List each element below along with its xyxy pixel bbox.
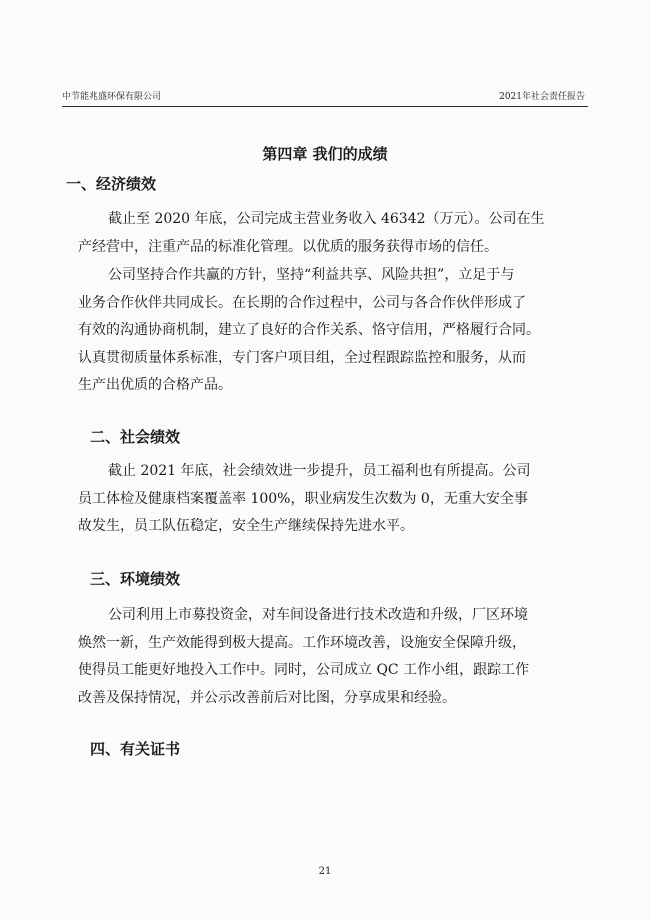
- paragraph-line: 认真贯彻质量体系标准，专门客户项目组，全过程跟踪监控和服务，从而: [78, 349, 526, 366]
- paragraph-line: 有效的沟通协商机制，建立了良好的合作关系、恪守信用，严格履行合同。: [78, 322, 540, 338]
- section-heading-certificates: 四、有关证书: [90, 740, 181, 758]
- paragraph-line: 产经营中，注重产品的标准化管理。以优质的服务获得市场的信任。: [78, 238, 498, 255]
- paragraph-line: 截止至 2020 年底，公司完成主营业务收入 46342（万元）。公司在生: [108, 211, 545, 227]
- paragraph-line: 改善及保持情况，并公示改善前后对比图，分享成果和经验。: [78, 689, 456, 706]
- header-report-title: 2021年社会责任报告: [499, 92, 585, 102]
- header-divider: [62, 106, 588, 107]
- paragraph-line: 业务合作伙伴共同成长。在长期的合作过程中，公司与各合作伙伴形成了: [78, 294, 526, 311]
- paragraph-line: 生产出优质的合格产品。: [78, 377, 232, 393]
- paragraph-line: 公司利用上市募投资金，对车间设备进行技术改造和升级，厂区环境: [108, 607, 528, 623]
- paragraph-line: 焕然一新，生产效能得到极大提高。工作环境改善，设施安全保障升级，: [78, 634, 526, 651]
- header-company-name: 中节能兆盛环保有限公司: [62, 92, 162, 102]
- section-heading-economic: 一、经济绩效: [66, 175, 157, 193]
- paragraph-line: 截止 2021 年底，社会绩效进一步提升，员工福利也有所提高。公司: [108, 463, 531, 479]
- paragraph-line: 故发生，员工队伍稳定，安全生产继续保持先进水平。: [78, 518, 414, 534]
- paragraph-line: 使得员工能更好地投入工作中。同时，公司成立 QC 工作小组，跟踪工作: [78, 662, 530, 678]
- chapter-title: 第四章 我们的成绩: [262, 145, 388, 163]
- paragraph-economic-2: [78, 262, 586, 400]
- page-number: 21: [318, 866, 332, 877]
- section-heading-environmental: 三、环境绩效: [90, 570, 181, 588]
- paragraph-economic-1: [78, 206, 586, 261]
- paragraph-line: 公司坚持合作共赢的方针，坚持“利益共享、风险共担”，立足于与: [108, 267, 515, 283]
- paragraph-line: 员工体检及健康档案覆盖率 100%，职业病发生次数为 0，无重大安全事: [78, 490, 528, 507]
- paragraph-social-1: [78, 458, 586, 541]
- paragraph-environmental-1: [78, 602, 586, 712]
- section-heading-social: 二、社会绩效: [90, 428, 181, 446]
